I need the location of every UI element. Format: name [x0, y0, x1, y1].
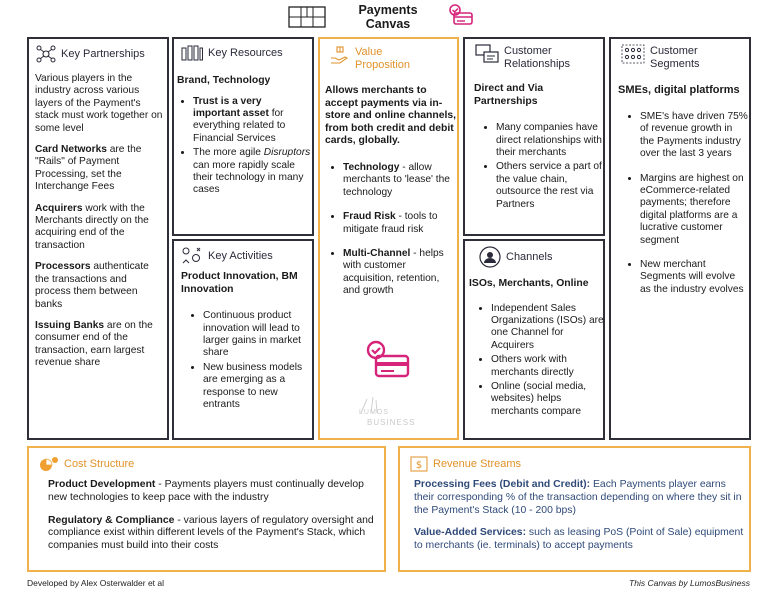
page-title-line1: Payments: [358, 3, 418, 17]
channels-bullet-2: • Others work with merchants directly: [491, 354, 605, 379]
cost-regulatory-compliance: Regulatory & Compliance - various layers of regulatory oversight and compliance exist within different levels of the Payment's Stack, which companies must build into their costs: [48, 514, 374, 552]
partnerships-acquirers: Acquirers work with the Merchants directly on the acquiring end of the transaction: [35, 202, 149, 251]
chat-icon: [475, 44, 499, 68]
value-proposition-subtitle: Allows merchants to accept payments via in-store and online channels, from both credit and debit cards, globally.: [325, 85, 457, 147]
revenue-streams-heading: Revenue Streams: [433, 458, 522, 470]
cost-structure-box: [27, 446, 386, 572]
key-resources-header: [181, 45, 283, 65]
key-activities-bullet-2: • New business models are emerging as a response to new entrants: [203, 362, 311, 412]
key-partnerships-header: [36, 45, 145, 67]
pie-chart-icon: [39, 456, 59, 476]
customer-segments-header: [621, 44, 710, 71]
hand-gift-icon: [330, 45, 350, 69]
cost-product-development: Product Development - Payments players must continually develop new technologies to keep pace with the industry: [48, 479, 364, 503]
customer-segments-content: [618, 83, 748, 298]
value-bullet-multi-channel: • Multi-Channel - helps with customer acquisition, retention, and growth: [343, 248, 457, 298]
key-activities-header: [181, 246, 273, 270]
revenue-processing-fees: Processing Fees (Debit and Credit): Each Payments player earns their corresponding % of the transaction depending on where they sit in the Payment's Stack (10 - 200 bps): [414, 479, 742, 516]
key-activities-content: [181, 271, 311, 413]
title-icon: [287, 4, 327, 30]
value-bullet-technology: • Technology - allow merchants to 'lease' the technology: [343, 162, 457, 199]
page-title: [340, 3, 436, 31]
watermark-business: BUSINESS: [367, 418, 416, 427]
revenue-streams-box: [398, 446, 751, 572]
payment-card-icon: [447, 4, 475, 26]
channels-subtitle: ISOs, Merchants, Online: [469, 278, 589, 289]
customer-segments-bullet-1: • SME's have driven 75% of revenue growth in the Payments industry over the last 3 years: [640, 111, 748, 161]
activities-icon: [181, 246, 203, 270]
customer-relationships-box: [463, 37, 605, 236]
customer-segments-subtitle: SMEs, digital platforms: [618, 84, 740, 96]
lumos-business-watermark: [353, 393, 423, 433]
value-bullet-fraud-risk: • Fraud Risk - tools to mitigate fraud risk: [343, 211, 457, 236]
channels-header: [479, 246, 552, 272]
value-payment-card-icon: [364, 340, 412, 378]
network-icon: [36, 45, 56, 67]
value-proposition-header: [330, 45, 425, 72]
key-resources-box: [172, 37, 314, 236]
customer-segments-bullet-3: • New merchant Segments will evolve as the industry evolves: [640, 259, 748, 296]
partnerships-issuing-banks: Issuing Banks are on the consumer end of the transaction, earn largest revenue share: [35, 319, 153, 369]
dollar-icon: [410, 456, 428, 476]
group-icon: [621, 44, 645, 68]
partnerships-card-networks: Card Networks are the "Rails" of Payment Processing, set the Interchange Fees: [35, 144, 142, 193]
channels-bullet-1: • Independent Sales Organizations (ISOs) are one Channel for Acquirers: [491, 303, 605, 353]
cost-structure-heading: Cost Structure: [64, 458, 135, 470]
cost-structure-content: [48, 479, 378, 562]
key-activities-subtitle: Product Innovation, BM Innovation: [181, 271, 298, 295]
customer-relationships-bullet-2: • Others service a part of the value chain, outsource the rest via Partners: [496, 161, 604, 211]
customer-segments-box: [609, 37, 751, 440]
key-resources-heading: Key Resources: [208, 47, 283, 59]
channels-box: [463, 239, 605, 440]
key-activities-bullet-1: • Continuous product innovation will lead to larger gains in market share: [203, 310, 311, 360]
footer-left: Developed by Alex Osterwalder et al: [27, 578, 165, 588]
customer-relationships-content: [474, 83, 604, 213]
partnerships-intro: Various players in the industry across various layers of the Payment's stack must work together on some level: [35, 73, 163, 134]
user-circle-icon: [479, 246, 501, 272]
customer-relationships-subtitle: Direct and Via Partnerships: [474, 83, 544, 107]
watermark-lumos: LUMOS: [359, 409, 389, 416]
svg-text:$: $: [415, 460, 423, 471]
customer-relationships-header: [475, 44, 574, 71]
partnerships-processors: Processors authenticate the transactions and process them between banks: [35, 261, 149, 310]
key-resources-content: [177, 75, 311, 199]
customer-relationships-heading: Customer Relationships: [504, 45, 571, 70]
footer-right: This Canvas by LumosBusiness: [629, 578, 750, 588]
key-resources-bullet-2: • The more agile Disruptors can more rapidly scale their technology in many cases: [193, 147, 311, 197]
key-resources-subtitle: Brand, Technology: [177, 75, 271, 86]
channels-bullet-3: • Online (social media, websites) helps merchants compare: [491, 381, 605, 418]
revenue-value-added-services: Value-Added Services: such as leasing PoS (Point of Sale) equipment to merchants (ie. terminals) to accept payments: [414, 527, 744, 552]
customer-segments-bullet-2: • Margins are highest on eCommerce-related payments; therefore digital platforms are a lucrative customer segment: [640, 173, 748, 247]
key-resources-bullet-1: • Trust is a very important asset for everything related to Financial Services: [193, 96, 311, 146]
revenue-streams-header: [410, 456, 521, 476]
key-partnerships-content: [35, 73, 165, 379]
people-icon: [181, 45, 203, 65]
value-proposition-box: [318, 37, 459, 440]
page-title-line2: Canvas: [365, 17, 411, 31]
revenue-streams-content: [414, 479, 744, 562]
key-partnerships-heading: Key Partnerships: [61, 48, 145, 60]
channels-content: [469, 278, 605, 420]
customer-relationships-bullet-1: • Many companies have direct relationships with their merchants: [496, 122, 604, 159]
value-proposition-content: [325, 85, 457, 300]
key-activities-box: [172, 239, 314, 440]
key-partnerships-box: [27, 37, 169, 440]
cost-structure-header: [39, 456, 134, 476]
key-activities-heading: Key Activities: [208, 250, 273, 262]
value-proposition-heading: Value Proposition: [355, 46, 411, 71]
channels-heading: Channels: [506, 251, 553, 263]
customer-segments-heading: Customer Segments: [650, 45, 700, 70]
